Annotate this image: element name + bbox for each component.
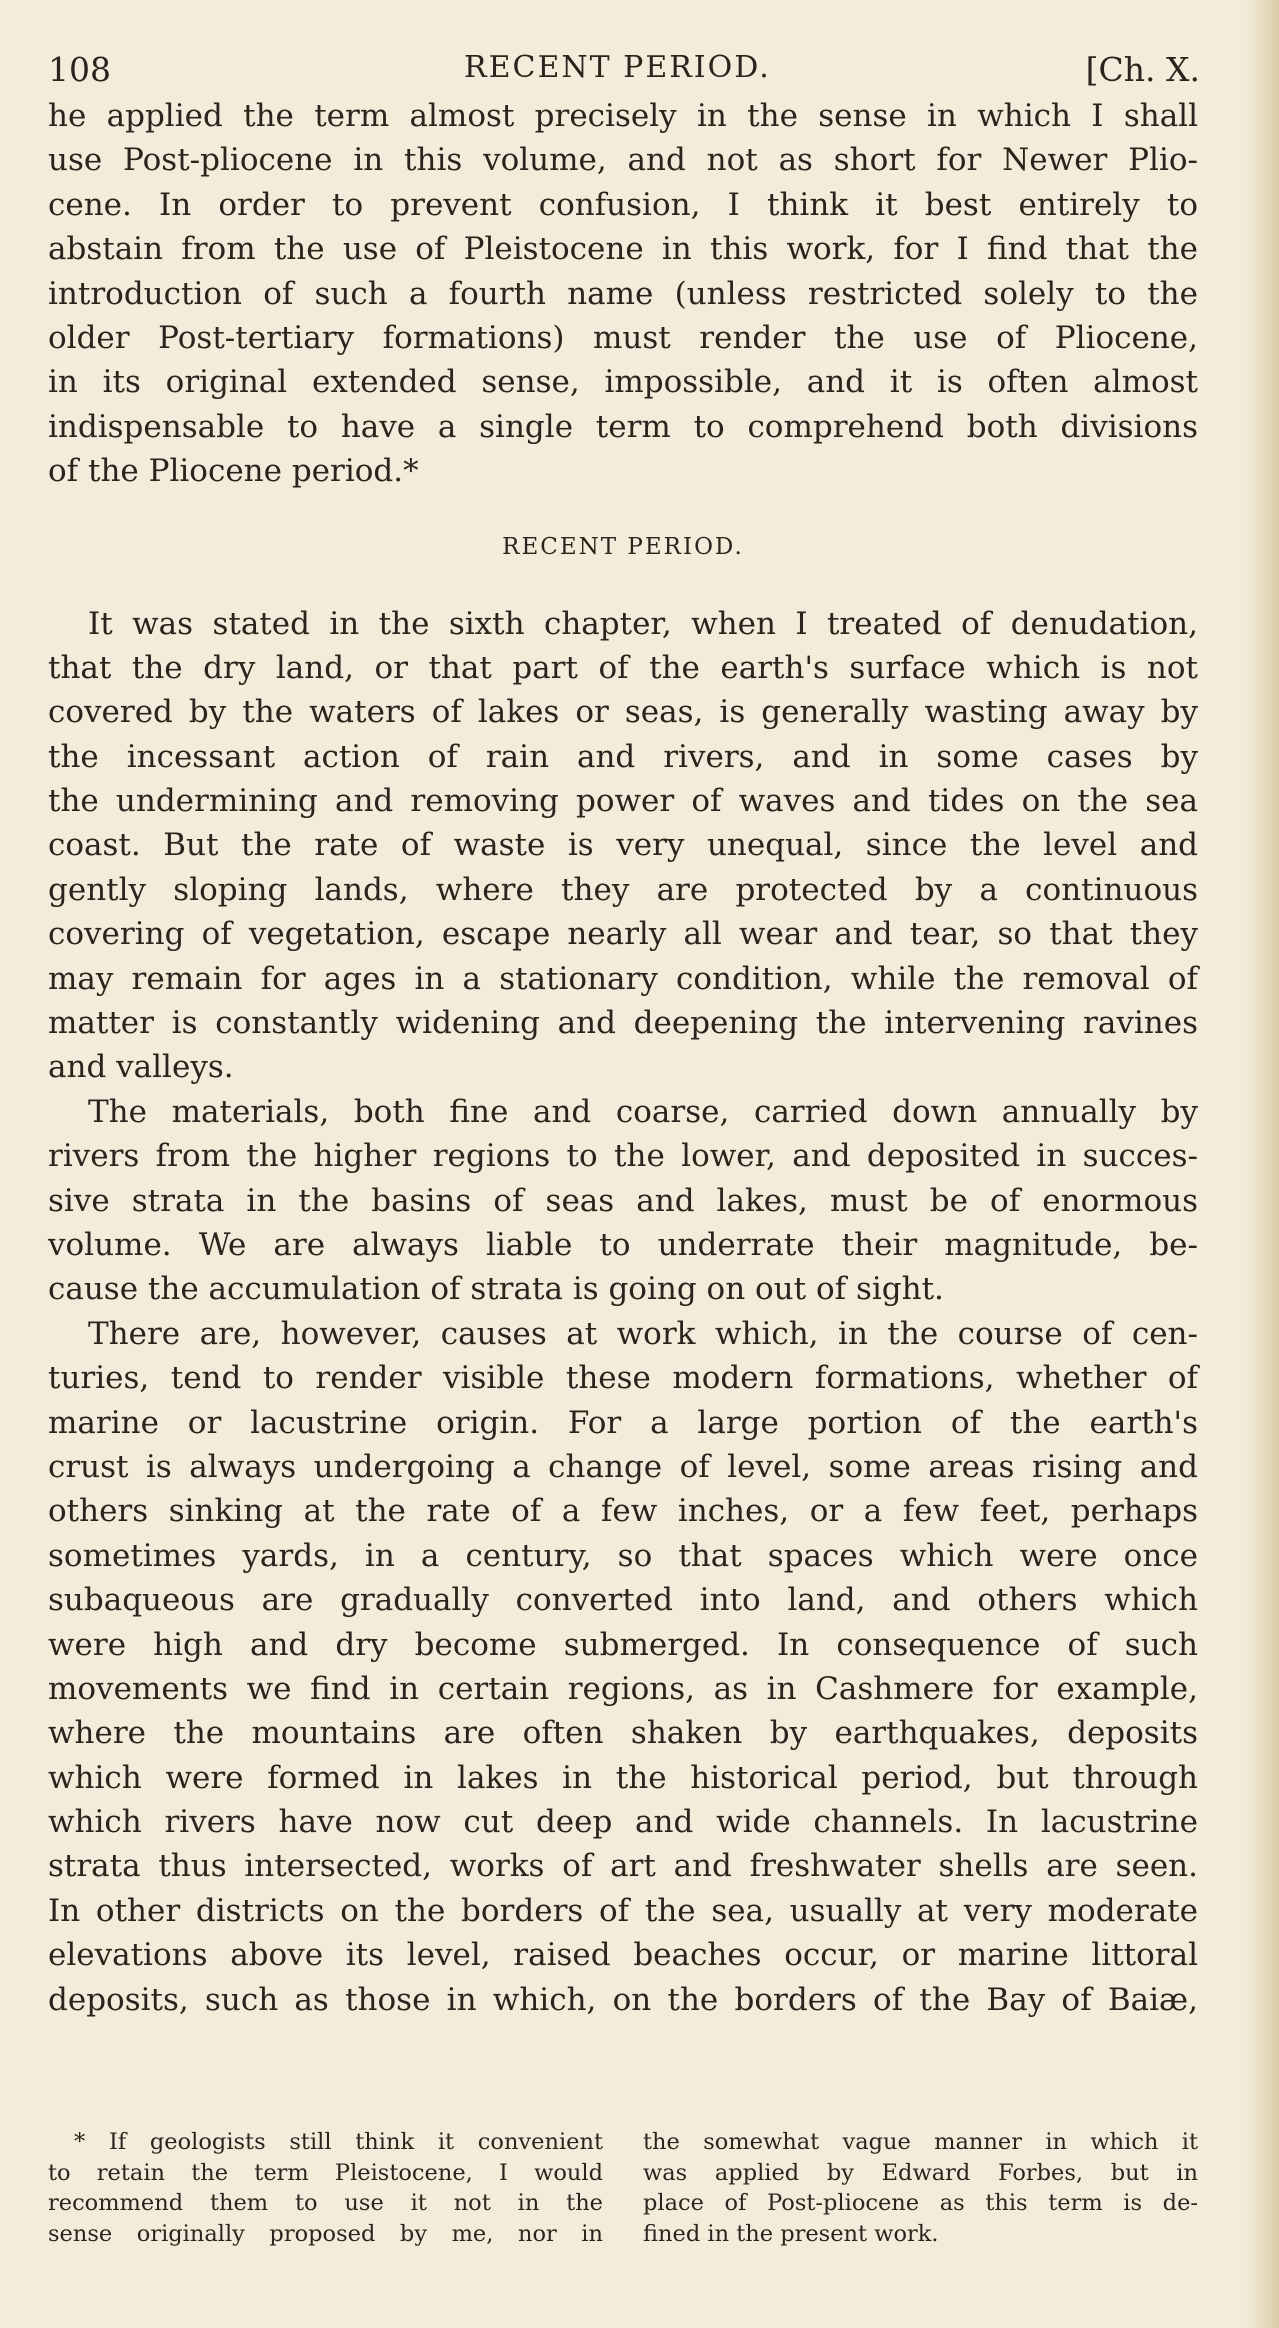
page-edge-shadow <box>1245 0 1279 2328</box>
running-title: RECENT PERIOD. <box>464 50 771 85</box>
text-line: and valleys. <box>48 1049 234 1086</box>
text-line: older Post-tertiary formations) must render the use of Pliocene, <box>48 319 1198 356</box>
text-line: cause the accumulation of strata is going on out of sight. <box>48 1271 944 1308</box>
text-line: abstain from the use of Pleistocene in this work, for I find that the <box>48 231 1198 268</box>
text-line: covering of vegetation, escape nearly all wear and tear, so that they <box>48 916 1198 953</box>
text-line: turies, tend to render visible these modern formations, whether of <box>48 1360 1198 1397</box>
footnote-line: place of Post-pliocene as this term is de- <box>643 2190 1198 2216</box>
text-line: he applied the term almost precisely in the sense in which I shall <box>48 98 1198 134</box>
text-line: sive strata in the basins of seas and lakes, must be of enormous <box>48 1182 1198 1219</box>
running-header <box>48 44 1198 94</box>
text-line: movements we find in certain regions, as in Cashmere for example, <box>48 1670 1198 1707</box>
footnote-line: fined in the present work. <box>643 2220 939 2247</box>
text-line: which rivers have now cut deep and wide channels. In lacustrine <box>48 1804 1198 1841</box>
text-line: marine or lacustrine origin. For a large portion of the earth's <box>48 1404 1198 1441</box>
text-line: In other districts on the borders of the sea, usually at very moderate <box>48 1892 1198 1929</box>
text-line: use Post-pliocene in this volume, and not as short for Newer Plio- <box>48 142 1198 179</box>
footnote-line: was applied by Edward Forbes, but in <box>643 2159 1198 2186</box>
text-line: It was stated in the sixth chapter, when I treated of denudation, <box>88 605 1198 642</box>
footnote-column-left <box>48 2127 603 2249</box>
text-line: coast. But the rate of waste is very unequal, since the level and <box>48 827 1198 864</box>
text-line: There are, however, causes at work which, in the course of cen- <box>88 1315 1198 1352</box>
text-line: strata thus intersected, works of art and freshwater shells are seen. <box>48 1848 1198 1885</box>
body-text <box>48 602 1198 2023</box>
footnote-line: recommend them to use it not in the <box>48 2190 603 2216</box>
text-line: which were formed in lakes in the historical period, but through <box>48 1759 1198 1796</box>
text-line: the incessant action of rain and rivers, and in some cases by <box>48 738 1198 775</box>
text-line: elevations above its level, raised beaches occur, or marine littoral <box>48 1937 1198 1974</box>
text-line: crust is always undergoing a change of level, some areas rising and <box>48 1448 1198 1485</box>
text-line: deposits, such as those in which, on the borders of the Bay of Baiæ, <box>48 1981 1198 2018</box>
text-line: cene. In order to prevent confusion, I think it best entirely to <box>48 186 1198 223</box>
text-line: matter is constantly widening and deepening the intervening ravines <box>48 1005 1198 1042</box>
text-line: covered by the waters of lakes or seas, is generally wasting away by <box>48 694 1198 731</box>
page-number: 108 <box>48 50 111 89</box>
footnote-column-right <box>643 2127 1198 2249</box>
text-line: indispensable to have a single term to comprehend both divisions <box>48 408 1198 445</box>
text-line: of the Pliocene period.* <box>48 453 419 490</box>
footnote-line: sense originally proposed by me, nor in <box>48 2220 603 2247</box>
text-line: where the mountains are often shaken by earthquakes, deposits <box>48 1715 1198 1752</box>
text-line: introduction of such a fourth name (unless restricted solely to the <box>48 275 1198 312</box>
footnote-line: to retain the term Pleistocene, I would <box>48 2159 603 2186</box>
footnote-line: * If geologists still think it convenient <box>74 2129 603 2155</box>
book-page <box>48 44 1198 2022</box>
text-line: volume. We are always liable to underrate their magnitude, be- <box>48 1226 1198 1263</box>
chapter-marker: [Ch. X. <box>1085 50 1200 89</box>
text-line: may remain for ages in a stationary condition, while the removal of <box>48 960 1198 997</box>
section-heading: RECENT PERIOD. <box>502 533 744 560</box>
intro-paragraph <box>48 94 1198 494</box>
text-line: gently sloping lands, where they are protected by a continuous <box>48 871 1198 908</box>
text-line: the undermining and removing power of waves and tides on the sea <box>48 783 1198 820</box>
text-line: that the dry land, or that part of the earth's surface which is not <box>48 649 1198 686</box>
text-line: rivers from the higher regions to the lower, and deposited in succes- <box>48 1138 1198 1175</box>
text-line: The materials, both fine and coarse, carried down annually by <box>88 1093 1198 1130</box>
text-line: others sinking at the rate of a few inches, or a few feet, perhaps <box>48 1493 1198 1530</box>
text-line: were high and dry become submerged. In consequence of such <box>48 1626 1198 1663</box>
text-line: in its original extended sense, impossible, and it is often almost <box>48 364 1198 401</box>
footnotes <box>48 2127 1198 2249</box>
footnote-line: the somewhat vague manner in which it <box>643 2129 1198 2155</box>
text-line: sometimes yards, in a century, so that spaces which were once <box>48 1537 1198 1574</box>
text-line: subaqueous are gradually converted into land, and others which <box>48 1582 1198 1619</box>
